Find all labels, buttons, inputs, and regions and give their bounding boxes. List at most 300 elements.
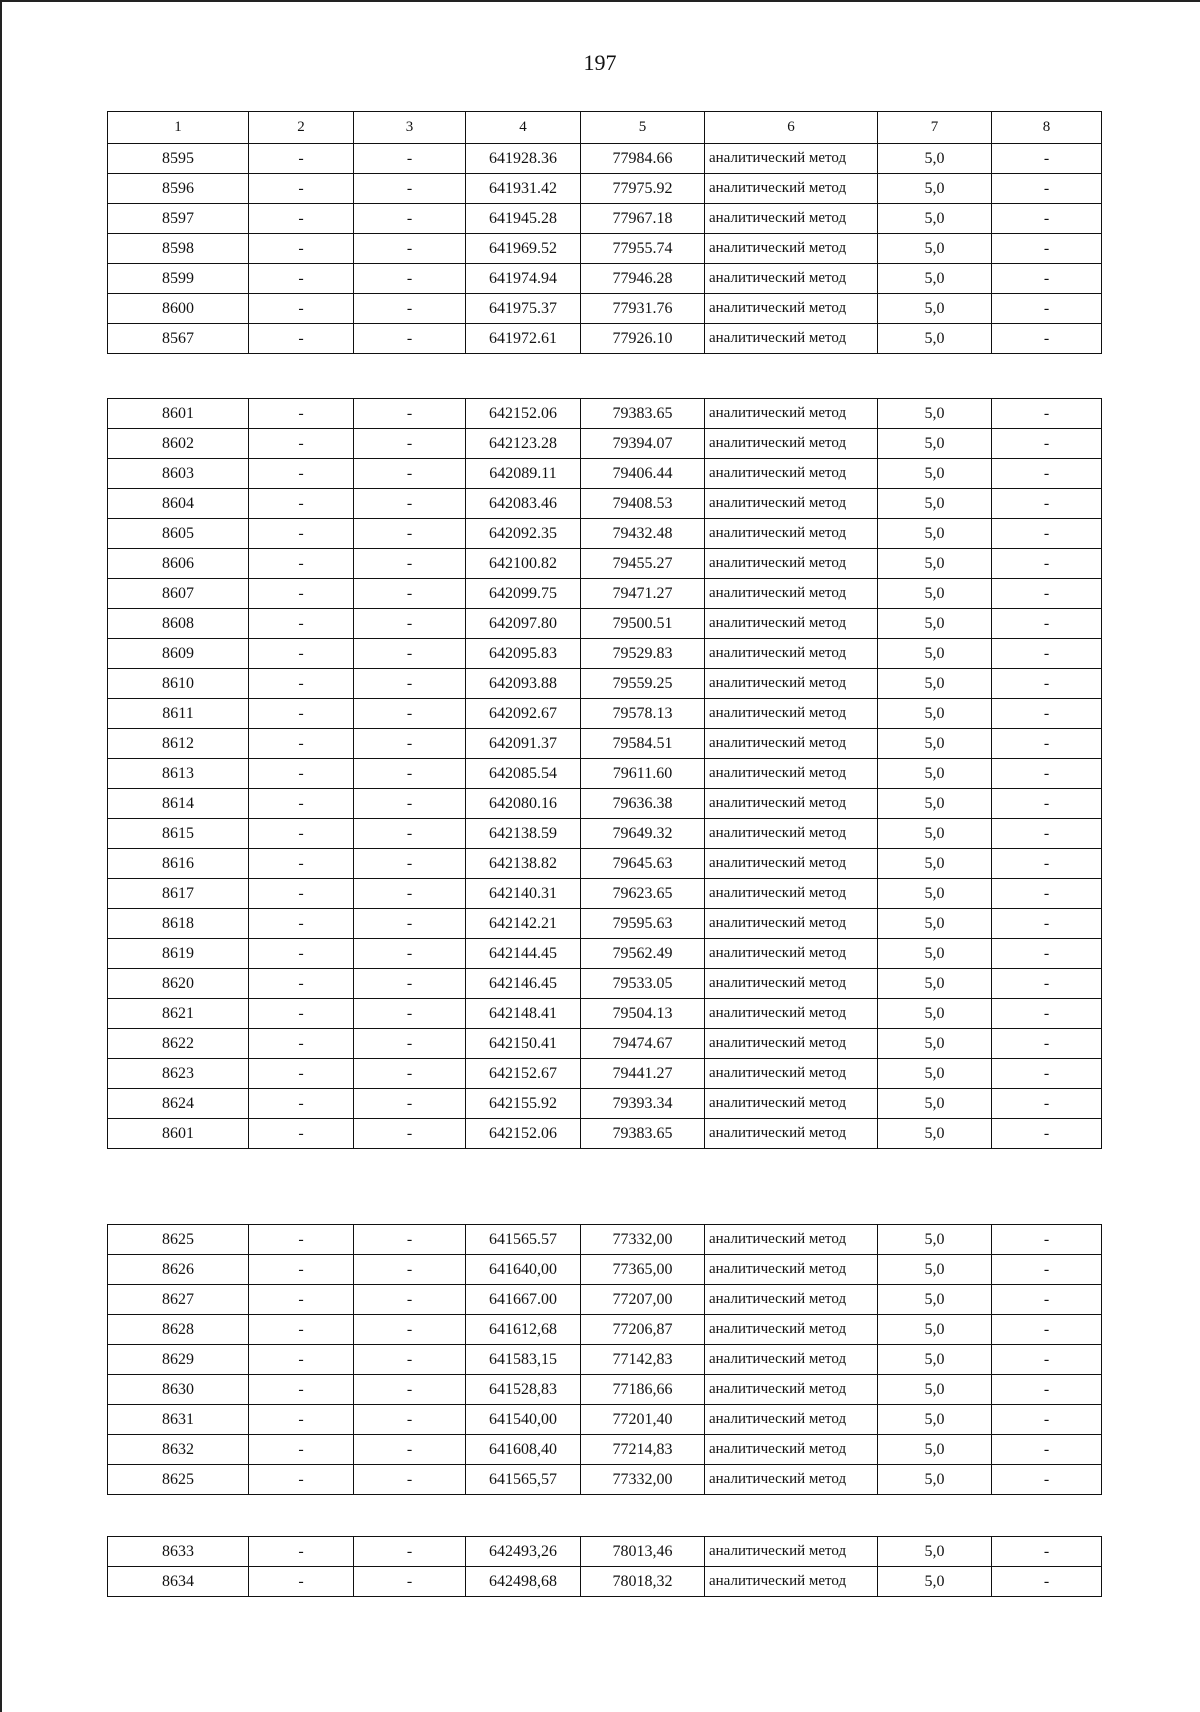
accuracy-cell: 5,0 <box>878 1119 992 1149</box>
table-row <box>108 234 1102 264</box>
table-row <box>108 1315 1102 1345</box>
y-coordinate-cell: 77967.18 <box>581 204 705 234</box>
accuracy-cell: 5,0 <box>878 849 992 879</box>
point-number-cell: 8633 <box>108 1537 249 1567</box>
x-coordinate-cell: 642092.35 <box>466 519 581 549</box>
col2-cell: - <box>249 1029 354 1059</box>
method-cell: аналитический метод <box>705 429 878 459</box>
col8-cell: - <box>992 1405 1102 1435</box>
col3-cell: - <box>354 639 466 669</box>
col2-cell: - <box>249 999 354 1029</box>
x-coordinate-cell: 642100.82 <box>466 549 581 579</box>
column-header-4: 4 <box>466 112 581 144</box>
accuracy-cell: 5,0 <box>878 1567 992 1597</box>
col3-cell: - <box>354 669 466 699</box>
y-coordinate-cell: 79533.05 <box>581 969 705 999</box>
x-coordinate-cell: 642152.06 <box>466 399 581 429</box>
col8-cell: - <box>992 669 1102 699</box>
x-coordinate-cell: 642083.46 <box>466 489 581 519</box>
table-row <box>108 1567 1102 1597</box>
x-coordinate-cell: 642092.67 <box>466 699 581 729</box>
point-number-cell: 8567 <box>108 324 249 354</box>
y-coordinate-cell: 79383.65 <box>581 1119 705 1149</box>
col8-cell: - <box>992 204 1102 234</box>
accuracy-cell: 5,0 <box>878 429 992 459</box>
x-coordinate-cell: 641565.57 <box>466 1225 581 1255</box>
col2-cell: - <box>249 609 354 639</box>
point-number-cell: 8608 <box>108 609 249 639</box>
col8-cell: - <box>992 294 1102 324</box>
accuracy-cell: 5,0 <box>878 1465 992 1495</box>
point-number-cell: 8621 <box>108 999 249 1029</box>
point-number-cell: 8601 <box>108 399 249 429</box>
x-coordinate-cell: 641969.52 <box>466 234 581 264</box>
col8-cell: - <box>992 819 1102 849</box>
x-coordinate-cell: 641565,57 <box>466 1465 581 1495</box>
col3-cell: - <box>354 1315 466 1345</box>
col3-cell: - <box>354 1567 466 1597</box>
table-row <box>108 999 1102 1029</box>
accuracy-cell: 5,0 <box>878 969 992 999</box>
y-coordinate-cell: 79474.67 <box>581 1029 705 1059</box>
table-row <box>108 1537 1102 1567</box>
col3-cell: - <box>354 174 466 204</box>
accuracy-cell: 5,0 <box>878 699 992 729</box>
col3-cell: - <box>354 1345 466 1375</box>
point-number-cell: 8612 <box>108 729 249 759</box>
method-cell: аналитический метод <box>705 1225 878 1255</box>
method-cell: аналитический метод <box>705 1435 878 1465</box>
method-cell: аналитический метод <box>705 699 878 729</box>
y-coordinate-cell: 79649.32 <box>581 819 705 849</box>
col3-cell: - <box>354 264 466 294</box>
x-coordinate-cell: 642152.06 <box>466 1119 581 1149</box>
y-coordinate-cell: 77946.28 <box>581 264 705 294</box>
point-number-cell: 8618 <box>108 909 249 939</box>
method-cell: аналитический метод <box>705 399 878 429</box>
table-row <box>108 1255 1102 1285</box>
col8-cell: - <box>992 579 1102 609</box>
x-coordinate-cell: 641583,15 <box>466 1345 581 1375</box>
point-number-cell: 8632 <box>108 1435 249 1465</box>
method-cell: аналитический метод <box>705 519 878 549</box>
table-row <box>108 1375 1102 1405</box>
col3-cell: - <box>354 489 466 519</box>
col2-cell: - <box>249 849 354 879</box>
point-number-cell: 8602 <box>108 429 249 459</box>
col2-cell: - <box>249 729 354 759</box>
col8-cell: - <box>992 1029 1102 1059</box>
table-row <box>108 324 1102 354</box>
col2-cell: - <box>249 204 354 234</box>
method-cell: аналитический метод <box>705 759 878 789</box>
col3-cell: - <box>354 1255 466 1285</box>
col2-cell: - <box>249 489 354 519</box>
method-cell: аналитический метод <box>705 1567 878 1597</box>
accuracy-cell: 5,0 <box>878 1345 992 1375</box>
method-cell: аналитический метод <box>705 1089 878 1119</box>
col3-cell: - <box>354 609 466 639</box>
col8-cell: - <box>992 939 1102 969</box>
accuracy-cell: 5,0 <box>878 1315 992 1345</box>
table-row <box>108 819 1102 849</box>
accuracy-cell: 5,0 <box>878 519 992 549</box>
method-cell: аналитический метод <box>705 489 878 519</box>
col8-cell: - <box>992 879 1102 909</box>
accuracy-cell: 5,0 <box>878 489 992 519</box>
col8-cell: - <box>992 699 1102 729</box>
x-coordinate-cell: 642152.67 <box>466 1059 581 1089</box>
col8-cell: - <box>992 969 1102 999</box>
table-row <box>108 489 1102 519</box>
method-cell: аналитический метод <box>705 1537 878 1567</box>
table-row <box>108 1435 1102 1465</box>
x-coordinate-cell: 641945.28 <box>466 204 581 234</box>
method-cell: аналитический метод <box>705 669 878 699</box>
y-coordinate-cell: 79623.65 <box>581 879 705 909</box>
y-coordinate-cell: 79645.63 <box>581 849 705 879</box>
table-row <box>108 609 1102 639</box>
col3-cell: - <box>354 1029 466 1059</box>
x-coordinate-cell: 641608,40 <box>466 1435 581 1465</box>
col2-cell: - <box>249 234 354 264</box>
accuracy-cell: 5,0 <box>878 819 992 849</box>
y-coordinate-cell: 78018,32 <box>581 1567 705 1597</box>
col3-cell: - <box>354 909 466 939</box>
point-number-cell: 8597 <box>108 204 249 234</box>
table-row <box>108 789 1102 819</box>
col2-cell: - <box>249 1405 354 1435</box>
table-row <box>108 579 1102 609</box>
method-cell: аналитический метод <box>705 1255 878 1285</box>
method-cell: аналитический метод <box>705 1029 878 1059</box>
y-coordinate-cell: 77926.10 <box>581 324 705 354</box>
x-coordinate-cell: 642095.83 <box>466 639 581 669</box>
col2-cell: - <box>249 1375 354 1405</box>
col2-cell: - <box>249 909 354 939</box>
table-row <box>108 849 1102 879</box>
col2-cell: - <box>249 789 354 819</box>
accuracy-cell: 5,0 <box>878 639 992 669</box>
x-coordinate-cell: 642155.92 <box>466 1089 581 1119</box>
table-row <box>108 174 1102 204</box>
accuracy-cell: 5,0 <box>878 1285 992 1315</box>
method-cell: аналитический метод <box>705 264 878 294</box>
col3-cell: - <box>354 204 466 234</box>
table-row <box>108 294 1102 324</box>
col3-cell: - <box>354 1375 466 1405</box>
method-cell: аналитический метод <box>705 639 878 669</box>
col8-cell: - <box>992 1537 1102 1567</box>
y-coordinate-cell: 77332,00 <box>581 1465 705 1495</box>
column-header-3: 3 <box>354 112 466 144</box>
col8-cell: - <box>992 144 1102 174</box>
x-coordinate-cell: 642093.88 <box>466 669 581 699</box>
table-row <box>108 1119 1102 1149</box>
col2-cell: - <box>249 1315 354 1345</box>
col8-cell: - <box>992 399 1102 429</box>
col3-cell: - <box>354 729 466 759</box>
col8-cell: - <box>992 1567 1102 1597</box>
accuracy-cell: 5,0 <box>878 1059 992 1089</box>
col2-cell: - <box>249 399 354 429</box>
col3-cell: - <box>354 324 466 354</box>
col2-cell: - <box>249 969 354 999</box>
table-row <box>108 759 1102 789</box>
table-row <box>108 969 1102 999</box>
table-row <box>108 264 1102 294</box>
y-coordinate-cell: 78013,46 <box>581 1537 705 1567</box>
col3-cell: - <box>354 939 466 969</box>
table-header-row <box>108 112 1102 144</box>
point-number-cell: 8634 <box>108 1567 249 1597</box>
col8-cell: - <box>992 234 1102 264</box>
x-coordinate-cell: 642123.28 <box>466 429 581 459</box>
x-coordinate-cell: 642148.41 <box>466 999 581 1029</box>
y-coordinate-cell: 77214,83 <box>581 1435 705 1465</box>
point-number-cell: 8598 <box>108 234 249 264</box>
col3-cell: - <box>354 819 466 849</box>
accuracy-cell: 5,0 <box>878 324 992 354</box>
y-coordinate-cell: 77931.76 <box>581 294 705 324</box>
accuracy-cell: 5,0 <box>878 234 992 264</box>
col2-cell: - <box>249 819 354 849</box>
method-cell: аналитический метод <box>705 324 878 354</box>
table-row <box>108 1225 1102 1255</box>
col8-cell: - <box>992 264 1102 294</box>
accuracy-cell: 5,0 <box>878 939 992 969</box>
y-coordinate-cell: 79393.34 <box>581 1089 705 1119</box>
x-coordinate-cell: 642085.54 <box>466 759 581 789</box>
x-coordinate-cell: 641667.00 <box>466 1285 581 1315</box>
col2-cell: - <box>249 1537 354 1567</box>
col8-cell: - <box>992 174 1102 204</box>
method-cell: аналитический метод <box>705 1315 878 1345</box>
col8-cell: - <box>992 1315 1102 1345</box>
x-coordinate-cell: 642146.45 <box>466 969 581 999</box>
table-row <box>108 399 1102 429</box>
x-coordinate-cell: 642138.82 <box>466 849 581 879</box>
col2-cell: - <box>249 1465 354 1495</box>
y-coordinate-cell: 77186,66 <box>581 1375 705 1405</box>
y-coordinate-cell: 79562.49 <box>581 939 705 969</box>
table-row <box>108 549 1102 579</box>
y-coordinate-cell: 79471.27 <box>581 579 705 609</box>
point-number-cell: 8619 <box>108 939 249 969</box>
col3-cell: - <box>354 549 466 579</box>
col2-cell: - <box>249 1119 354 1149</box>
method-cell: аналитический метод <box>705 969 878 999</box>
table-row <box>108 939 1102 969</box>
y-coordinate-cell: 79406.44 <box>581 459 705 489</box>
point-number-cell: 8599 <box>108 264 249 294</box>
x-coordinate-cell: 641612,68 <box>466 1315 581 1345</box>
col8-cell: - <box>992 1089 1102 1119</box>
x-coordinate-cell: 641640,00 <box>466 1255 581 1285</box>
point-number-cell: 8605 <box>108 519 249 549</box>
point-number-cell: 8623 <box>108 1059 249 1089</box>
col3-cell: - <box>354 519 466 549</box>
col2-cell: - <box>249 1435 354 1465</box>
y-coordinate-cell: 79636.38 <box>581 789 705 819</box>
page-number: 197 <box>583 50 617 75</box>
col2-cell: - <box>249 144 354 174</box>
accuracy-cell: 5,0 <box>878 879 992 909</box>
col3-cell: - <box>354 1435 466 1465</box>
point-number-cell: 8601 <box>108 1119 249 1149</box>
method-cell: аналитический метод <box>705 609 878 639</box>
method-cell: аналитический метод <box>705 1059 878 1089</box>
x-coordinate-cell: 641928.36 <box>466 144 581 174</box>
col8-cell: - <box>992 1059 1102 1089</box>
table-row <box>108 1465 1102 1495</box>
accuracy-cell: 5,0 <box>878 729 992 759</box>
col3-cell: - <box>354 234 466 264</box>
point-number-cell: 8615 <box>108 819 249 849</box>
col8-cell: - <box>992 1435 1102 1465</box>
col2-cell: - <box>249 1225 354 1255</box>
accuracy-cell: 5,0 <box>878 264 992 294</box>
col2-cell: - <box>249 294 354 324</box>
point-number-cell: 8622 <box>108 1029 249 1059</box>
col3-cell: - <box>354 849 466 879</box>
point-number-cell: 8620 <box>108 969 249 999</box>
method-cell: аналитический метод <box>705 1465 878 1495</box>
method-cell: аналитический метод <box>705 879 878 909</box>
y-coordinate-cell: 79611.60 <box>581 759 705 789</box>
method-cell: аналитический метод <box>705 1375 878 1405</box>
method-cell: аналитический метод <box>705 1345 878 1375</box>
column-header-7: 7 <box>878 112 992 144</box>
col2-cell: - <box>249 639 354 669</box>
col3-cell: - <box>354 789 466 819</box>
x-coordinate-cell: 642144.45 <box>466 939 581 969</box>
y-coordinate-cell: 77206,87 <box>581 1315 705 1345</box>
col8-cell: - <box>992 609 1102 639</box>
table-row <box>108 144 1102 174</box>
accuracy-cell: 5,0 <box>878 1255 992 1285</box>
point-number-cell: 8627 <box>108 1285 249 1315</box>
y-coordinate-cell: 77984.66 <box>581 144 705 174</box>
col2-cell: - <box>249 459 354 489</box>
point-number-cell: 8631 <box>108 1405 249 1435</box>
coordinates-table-block-1 <box>107 111 1102 354</box>
col3-cell: - <box>354 144 466 174</box>
table-row <box>108 1285 1102 1315</box>
col8-cell: - <box>992 1225 1102 1255</box>
point-number-cell: 8628 <box>108 1315 249 1345</box>
col8-cell: - <box>992 909 1102 939</box>
y-coordinate-cell: 79595.63 <box>581 909 705 939</box>
x-coordinate-cell: 642140.31 <box>466 879 581 909</box>
col8-cell: - <box>992 459 1102 489</box>
y-coordinate-cell: 79500.51 <box>581 609 705 639</box>
col3-cell: - <box>354 1225 466 1255</box>
point-number-cell: 8625 <box>108 1465 249 1495</box>
point-number-cell: 8607 <box>108 579 249 609</box>
accuracy-cell: 5,0 <box>878 999 992 1029</box>
x-coordinate-cell: 641974.94 <box>466 264 581 294</box>
accuracy-cell: 5,0 <box>878 549 992 579</box>
y-coordinate-cell: 77955.74 <box>581 234 705 264</box>
column-header-5: 5 <box>581 112 705 144</box>
col3-cell: - <box>354 699 466 729</box>
col2-cell: - <box>249 669 354 699</box>
point-number-cell: 8596 <box>108 174 249 204</box>
col2-cell: - <box>249 1089 354 1119</box>
col2-cell: - <box>249 174 354 204</box>
method-cell: аналитический метод <box>705 294 878 324</box>
col2-cell: - <box>249 1567 354 1597</box>
table-row <box>108 729 1102 759</box>
y-coordinate-cell: 77207,00 <box>581 1285 705 1315</box>
accuracy-cell: 5,0 <box>878 144 992 174</box>
accuracy-cell: 5,0 <box>878 669 992 699</box>
accuracy-cell: 5,0 <box>878 174 992 204</box>
method-cell: аналитический метод <box>705 1285 878 1315</box>
point-number-cell: 8624 <box>108 1089 249 1119</box>
point-number-cell: 8606 <box>108 549 249 579</box>
accuracy-cell: 5,0 <box>878 1089 992 1119</box>
x-coordinate-cell: 642493,26 <box>466 1537 581 1567</box>
col3-cell: - <box>354 999 466 1029</box>
accuracy-cell: 5,0 <box>878 909 992 939</box>
col3-cell: - <box>354 1059 466 1089</box>
method-cell: аналитический метод <box>705 549 878 579</box>
table-row <box>108 204 1102 234</box>
x-coordinate-cell: 641931.42 <box>466 174 581 204</box>
point-number-cell: 8626 <box>108 1255 249 1285</box>
column-header-1: 1 <box>108 112 249 144</box>
x-coordinate-cell: 641540,00 <box>466 1405 581 1435</box>
col2-cell: - <box>249 579 354 609</box>
y-coordinate-cell: 79394.07 <box>581 429 705 459</box>
col3-cell: - <box>354 1537 466 1567</box>
table-row <box>108 669 1102 699</box>
x-coordinate-cell: 642080.16 <box>466 789 581 819</box>
col8-cell: - <box>992 1375 1102 1405</box>
col8-cell: - <box>992 1345 1102 1375</box>
accuracy-cell: 5,0 <box>878 1435 992 1465</box>
col8-cell: - <box>992 429 1102 459</box>
accuracy-cell: 5,0 <box>878 1225 992 1255</box>
accuracy-cell: 5,0 <box>878 204 992 234</box>
point-number-cell: 8625 <box>108 1225 249 1255</box>
x-coordinate-cell: 642099.75 <box>466 579 581 609</box>
y-coordinate-cell: 77332,00 <box>581 1225 705 1255</box>
coordinates-table-block-2 <box>107 398 1102 1149</box>
x-coordinate-cell: 642142.21 <box>466 909 581 939</box>
point-number-cell: 8603 <box>108 459 249 489</box>
col2-cell: - <box>249 264 354 294</box>
col8-cell: - <box>992 1285 1102 1315</box>
method-cell: аналитический метод <box>705 234 878 264</box>
page-border-top <box>0 0 1200 2</box>
point-number-cell: 8609 <box>108 639 249 669</box>
accuracy-cell: 5,0 <box>878 399 992 429</box>
coordinates-table-block-4 <box>107 1536 1102 1597</box>
y-coordinate-cell: 79455.27 <box>581 549 705 579</box>
x-coordinate-cell: 641528,83 <box>466 1375 581 1405</box>
method-cell: аналитический метод <box>705 999 878 1029</box>
method-cell: аналитический метод <box>705 1119 878 1149</box>
col2-cell: - <box>249 324 354 354</box>
accuracy-cell: 5,0 <box>878 609 992 639</box>
x-coordinate-cell: 642150.41 <box>466 1029 581 1059</box>
y-coordinate-cell: 79559.25 <box>581 669 705 699</box>
page-border-left <box>0 0 2 1712</box>
method-cell: аналитический метод <box>705 579 878 609</box>
